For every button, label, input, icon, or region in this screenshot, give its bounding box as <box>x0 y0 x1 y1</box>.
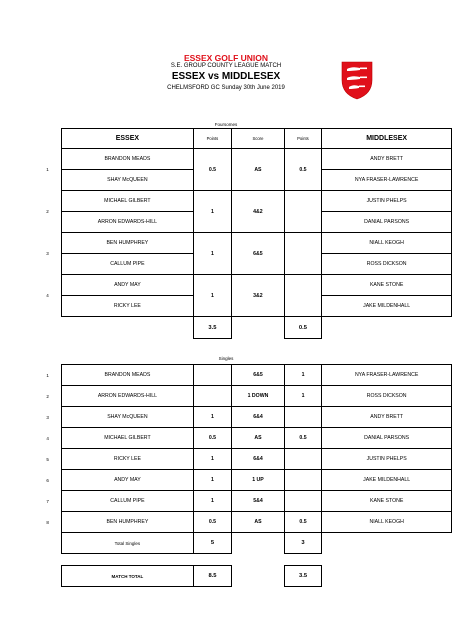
match-number: 7 <box>46 498 49 504</box>
table-row <box>34 365 452 386</box>
match-number: 3 <box>46 414 49 420</box>
home-player: BEN HUMPHREY <box>62 512 194 533</box>
match-number: 6 <box>46 477 49 483</box>
match-number: 2 <box>46 393 49 399</box>
away-player: KANE STONE <box>322 275 452 296</box>
match-number: 2 <box>46 209 49 214</box>
union-title: ESSEX GOLF UNION <box>183 53 269 63</box>
away-player: ROSS DICKSON <box>322 254 452 275</box>
match-number: 4 <box>46 293 49 298</box>
home-points <box>193 386 232 407</box>
match-score: 5&4 <box>232 491 284 512</box>
venue-date: CHELMSFORD GC Sunday 30th June 2019 <box>167 85 285 91</box>
home-player: SHAY McQUEEN <box>62 170 194 191</box>
home-team-header: ESSEX <box>62 129 194 149</box>
away-player: DANIAL PARSONS <box>322 428 452 449</box>
away-player: JUSTIN PHELPS <box>322 449 452 470</box>
foursomes-caption: Foursomes <box>214 122 238 127</box>
match-score: 6&5 <box>232 365 284 386</box>
away-team-header: MIDDLESEX <box>322 129 452 149</box>
match-score: 4&2 <box>232 191 284 233</box>
home-player: ANDY MAY <box>62 470 194 491</box>
home-player: MICHAEL GILBERT <box>62 428 194 449</box>
home-player: ARRON EDWARDS-HILL <box>62 386 194 407</box>
away-points: 0.5 <box>284 512 322 533</box>
away-points: 1 <box>284 386 322 407</box>
home-points: 1 <box>193 470 232 491</box>
home-points: 1 <box>193 491 232 512</box>
home-player: RICKY LEE <box>62 449 194 470</box>
table-row <box>34 233 452 254</box>
home-player: CALLUM PIPE <box>62 491 194 512</box>
away-points <box>284 470 322 491</box>
totals-row <box>34 533 452 554</box>
league-subtitle: S.E. GROUP COUNTY LEAGUE MATCH <box>170 63 282 69</box>
singles-total-away: 3 <box>284 533 322 554</box>
table-row <box>34 512 452 533</box>
home-points: 1 <box>193 233 232 275</box>
away-points: 1 <box>284 365 322 386</box>
total-singles-label: Total Singles <box>62 533 194 554</box>
match-score: 6&4 <box>232 407 284 428</box>
foursomes-total-away: 0.5 <box>284 317 322 339</box>
home-points: 1 <box>193 449 232 470</box>
away-player: DANIAL PARSONS <box>322 212 452 233</box>
singles-table <box>34 364 452 587</box>
home-player: ARRON EDWARDS-HILL <box>62 212 194 233</box>
match-score: AS <box>232 512 284 533</box>
match-number: 5 <box>46 456 49 462</box>
home-points: 1 <box>193 275 232 317</box>
match-number: 1 <box>46 372 49 378</box>
table-row <box>34 428 452 449</box>
table-row <box>34 470 452 491</box>
away-points <box>284 491 322 512</box>
match-number: 1 <box>46 167 49 172</box>
table-row <box>34 449 452 470</box>
match-total-home: 8.5 <box>193 566 232 587</box>
away-player: NYA FRASER-LAWRENCE <box>322 170 452 191</box>
home-points: 0.5 <box>193 512 232 533</box>
home-points-header: Points <box>193 129 232 149</box>
match-score: 1 DOWN <box>232 386 284 407</box>
home-player: ANDY MAY <box>62 275 194 296</box>
away-points <box>284 407 322 428</box>
table-row <box>34 149 452 170</box>
away-player: KANE STONE <box>322 491 452 512</box>
score-header: Score <box>232 129 284 149</box>
away-player: JAKE MILDENHALL <box>322 296 452 317</box>
match-number: 3 <box>46 251 49 256</box>
match-score: AS <box>232 428 284 449</box>
away-player: NYA FRASER-LAWRENCE <box>322 365 452 386</box>
home-player: BEN HUMPHREY <box>62 233 194 254</box>
away-player: ROSS DICKSON <box>322 386 452 407</box>
match-score: 3&2 <box>232 275 284 317</box>
away-points: 0.5 <box>284 149 322 191</box>
table-row <box>34 275 452 296</box>
home-player: SHAY McQUEEN <box>62 407 194 428</box>
away-points <box>284 449 322 470</box>
match-number: 8 <box>46 519 49 525</box>
table-row <box>34 191 452 212</box>
foursomes-total-home: 3.5 <box>193 317 232 339</box>
essex-crest-icon <box>340 60 374 100</box>
away-points-header: Points <box>284 129 322 149</box>
home-points <box>193 365 232 386</box>
away-points: 0.5 <box>284 428 322 449</box>
match-title: ESSEX vs MIDDLESEX <box>171 71 281 82</box>
table-row <box>34 386 452 407</box>
home-points: 1 <box>193 407 232 428</box>
home-points: 1 <box>193 191 232 233</box>
home-player: BRANDON MEADS <box>62 365 194 386</box>
away-player: NIALL KEOGH <box>322 233 452 254</box>
away-player: JAKE MILDENHALL <box>322 470 452 491</box>
table-row <box>34 407 452 428</box>
away-player: ANDY BRETT <box>322 149 452 170</box>
match-total-row <box>34 566 452 587</box>
home-player: MICHAEL GILBERT <box>62 191 194 212</box>
foursomes-table <box>34 128 452 339</box>
home-player: CALLUM PIPE <box>62 254 194 275</box>
match-number: 4 <box>46 435 49 441</box>
home-points: 0.5 <box>193 149 232 191</box>
match-total-away: 3.5 <box>284 566 322 587</box>
away-player: NIALL KEOGH <box>322 512 452 533</box>
home-player: RICKY LEE <box>62 296 194 317</box>
match-score: AS <box>232 149 284 191</box>
match-total-label: MATCH TOTAL <box>62 566 194 587</box>
home-points: 0.5 <box>193 428 232 449</box>
singles-caption: Singles <box>218 356 234 361</box>
away-points <box>284 233 322 275</box>
match-score: 1 UP <box>232 470 284 491</box>
match-score: 6&5 <box>232 233 284 275</box>
singles-total-home: 5 <box>193 533 232 554</box>
away-player: ANDY BRETT <box>322 407 452 428</box>
away-player: JUSTIN PHELPS <box>322 191 452 212</box>
away-points <box>284 191 322 233</box>
table-row <box>34 491 452 512</box>
home-player: BRANDON MEADS <box>62 149 194 170</box>
spacer <box>34 129 62 149</box>
match-score: 6&4 <box>232 449 284 470</box>
totals-row <box>34 317 452 339</box>
away-points <box>284 275 322 317</box>
